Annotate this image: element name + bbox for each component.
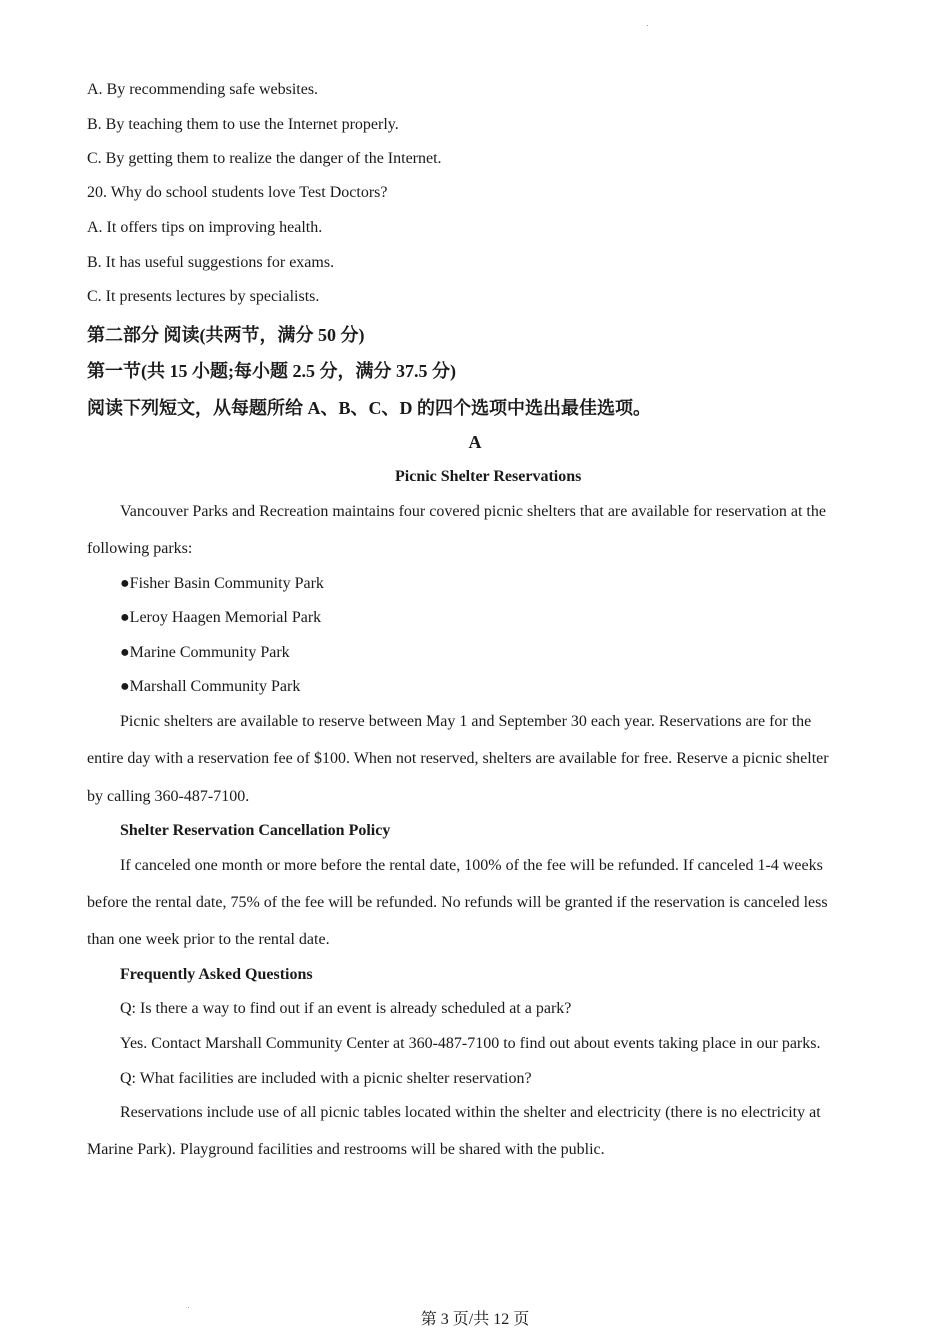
section-subheading: 第一节(共 15 小题;每小题 2.5 分，满分 37.5 分) <box>87 361 456 381</box>
q20-option-b: B. It has useful suggestions for exams. <box>87 254 335 271</box>
faq-question: Q: Is there a way to find out if an event is already scheduled at a park? <box>120 1000 572 1017</box>
faq-heading: Frequently Asked Questions <box>120 966 313 983</box>
q19-option-a: A. By recommending safe websites. <box>87 81 319 98</box>
intro-line: Vancouver Parks and Recreation maintains four covered picnic shelters that are available for reservation at the <box>120 503 826 520</box>
intro-line: following parks: <box>87 540 193 557</box>
q20-option-c: C. It presents lectures by specialists. <box>87 288 320 305</box>
availability-line: by calling 360-487-7100. <box>87 788 250 805</box>
cancel-policy-line: If canceled one month or more before the rental date, 100% of the fee will be refunded. If canceled 1-4 weeks <box>120 857 823 874</box>
faq-answer: Marine Park). Playground facilities and restrooms will be shared with the public. <box>87 1141 605 1158</box>
faq-answer: Reservations include use of all picnic tables located within the shelter and electricity (there is no electricity at <box>120 1104 821 1121</box>
park-list-item: ●Leroy Haagen Memorial Park <box>120 609 322 626</box>
q20-question: 20. Why do school students love Test Doctors? <box>87 184 388 201</box>
availability-line: entire day with a reservation fee of $100. When not reserved, shelters are available for free. Reserve a picnic shelter <box>87 750 829 767</box>
scan-speck <box>647 25 648 26</box>
park-list-item: ●Fisher Basin Community Park <box>120 575 324 592</box>
page-number-footer: 第 3 页/共 12 页 <box>420 1311 530 1328</box>
q19-option-c: C. By getting them to realize the danger of the Internet. <box>87 150 442 167</box>
cancel-policy-line: than one week prior to the rental date. <box>87 931 330 948</box>
passage-title: Picnic Shelter Reservations <box>395 468 582 485</box>
section-heading: 第二部分 阅读(共两节，满分 50 分) <box>87 325 365 345</box>
availability-line: Picnic shelters are available to reserve between May 1 and September 30 each year. Reservations are for the <box>120 713 812 730</box>
cancel-policy-heading: Shelter Reservation Cancellation Policy <box>120 822 391 839</box>
faq-answer: Yes. Contact Marshall Community Center at 360-487-7100 to find out about events taking place in our parks. <box>120 1035 821 1052</box>
faq-question: Q: What facilities are included with a picnic shelter reservation? <box>120 1070 532 1087</box>
park-list-item: ●Marine Community Park <box>120 644 290 661</box>
q20-option-a: A. It offers tips on improving health. <box>87 219 323 236</box>
cancel-policy-line: before the rental date, 75% of the fee will be refunded. No refunds will be granted if the reservation is canceled less <box>87 894 828 911</box>
park-list-item: ●Marshall Community Park <box>120 678 301 695</box>
passage-letter: A <box>468 432 482 452</box>
section-instruction: 阅读下列短文，从每题所给 A、B、C、D 的四个选项中选出最佳选项。 <box>87 398 651 418</box>
q19-option-b: B. By teaching them to use the Internet properly. <box>87 116 399 133</box>
